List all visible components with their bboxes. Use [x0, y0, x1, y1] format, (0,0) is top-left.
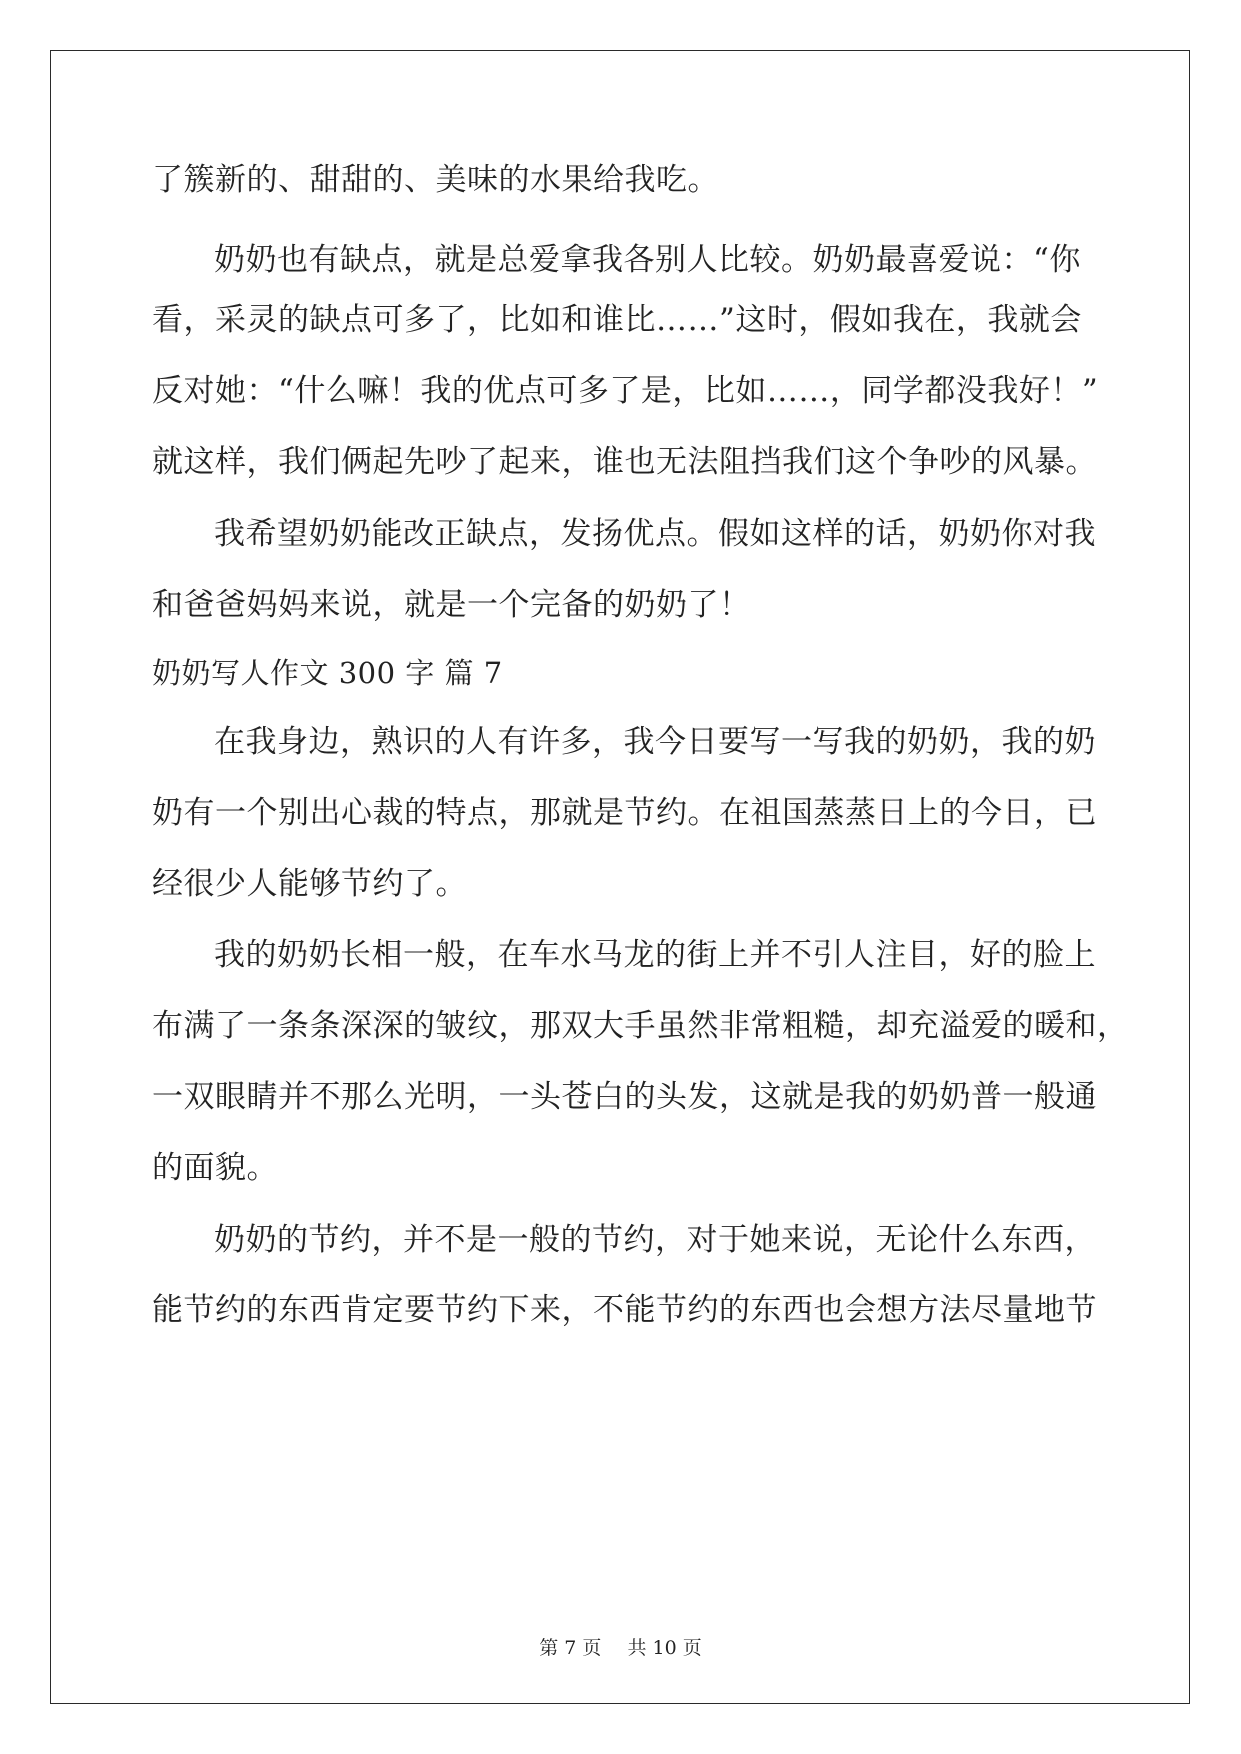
page-footer [0, 1633, 1241, 1660]
text-line: 反对她：“什么嘛！我的优点可多了是，比如……，同学都没我好！” [152, 373, 1099, 409]
paragraph-first-line: 奶奶的节约，并不是一般的节约，对于她来说，无论什么东西， [214, 1222, 1096, 1258]
text-line: 看，采灵的缺点可多了，比如和谁比……”这时，假如我在，我就会 [152, 302, 1082, 338]
text-line: 能节约的东西肯定要节约下来，不能节约的东西也会想方法尽量地节 [152, 1292, 1097, 1328]
paragraph-first-line: 奶奶也有缺点，就是总爱拿我各别人比较。奶奶最喜爱说：“你 [214, 242, 1081, 278]
text-line: 和爸爸妈妈来说，就是一个完备的奶奶了！ [152, 587, 751, 623]
text-line: 就这样，我们俩起先吵了起来，谁也无法阻挡我们这个争吵的风暴。 [152, 444, 1097, 480]
section-heading: 奶奶写人作文 300 字 篇 7 [152, 656, 503, 690]
text-line: 一双眼睛并不那么光明，一头苍白的头发，这就是我的奶奶普一般通 [152, 1079, 1097, 1115]
text-line: 布满了一条条深深的皱纹，那双大手虽然非常粗糙，却充溢爱的暖和， [152, 1008, 1129, 1044]
text-line: 的面貌。 [152, 1150, 278, 1186]
paragraph-first-line: 我希望奶奶能改正缺点，发扬优点。假如这样的话，奶奶你对我 [214, 516, 1096, 552]
text-line: 经很少人能够节约了。 [152, 866, 467, 902]
paragraph-first-line: 在我身边，熟识的人有许多，我今日要写一写我的奶奶，我的奶 [214, 724, 1096, 760]
text-line: 了簇新的、甜甜的、美味的水果给我吃。 [152, 162, 719, 198]
paragraph-first-line: 我的奶奶长相一般，在车水马龙的街上并不引人注目，好的脸上 [214, 937, 1096, 973]
current-page-number: 第 7 页 [539, 1637, 602, 1659]
total-page-count: 共 10 页 [627, 1637, 702, 1659]
text-line: 奶有一个别出心裁的特点，那就是节约。在祖国蒸蒸日上的今日，已 [152, 795, 1097, 831]
